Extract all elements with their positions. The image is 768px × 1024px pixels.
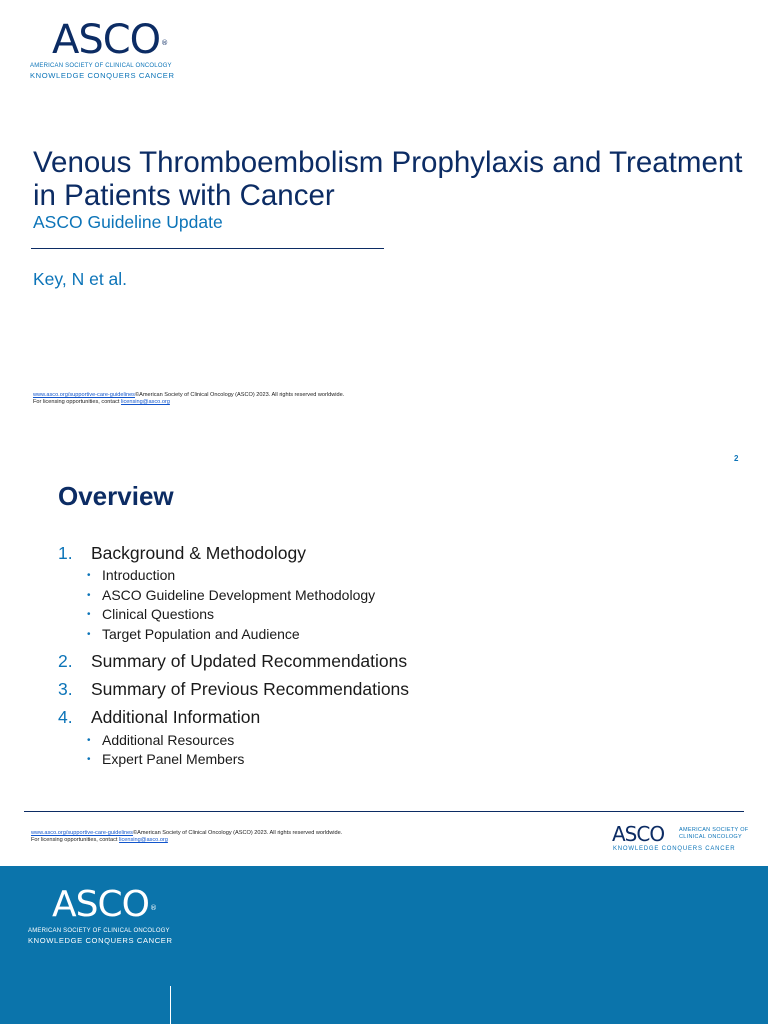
- overview-item-4: [58, 707, 260, 727]
- slide-subtitle: ASCO Guideline Update: [33, 212, 223, 232]
- bullet-icon: •: [87, 590, 91, 601]
- licensing-email-link[interactable]: licensing@asco.org: [121, 399, 170, 405]
- asco-logo-wordmark: ASCO®: [52, 17, 168, 63]
- overview-item-1: [58, 543, 306, 563]
- slide-title-line-2: in Patients with Cancer: [33, 179, 335, 212]
- item-label: Summary of Previous Recommendations: [91, 679, 410, 699]
- slide-title: [33, 146, 753, 212]
- bullet-icon: •: [87, 629, 91, 640]
- overview-subitem: • Introduction: [87, 567, 176, 583]
- asco-footer-logo-wordmark: ASCO: [612, 822, 665, 846]
- item-label: Background & Methodology: [91, 543, 306, 563]
- vertical-divider: [170, 986, 171, 1024]
- slide-title-line-1: Venous Thromboembolism Prophylaxis and Treatment: [33, 146, 743, 179]
- overview-subitem: • Expert Panel Members: [87, 751, 245, 767]
- overview-subitem: • Target Population and Audience: [87, 626, 300, 642]
- bullet-icon: •: [87, 754, 91, 765]
- asco-logo-org-name-white: AMERICAN SOCIETY OF CLINICAL ONCOLOGY: [28, 928, 170, 934]
- item-label: Summary of Updated Recommendations: [91, 651, 408, 671]
- slide-footer-note: [31, 830, 342, 844]
- overview-item-2: [58, 651, 407, 671]
- item-label: Additional Information: [91, 707, 261, 727]
- guidelines-link[interactable]: www.asco.org/supportive-care-guidelines: [31, 830, 133, 836]
- copyright-text: ©American Society of Clinical Oncology (ASCO) 2023. All rights reserved worldwide.: [134, 392, 345, 398]
- bullet-icon: •: [87, 609, 91, 620]
- overview-subitem: • ASCO Guideline Development Methodology: [87, 587, 376, 603]
- asco-footer-logo-tagline: KNOWLEDGE CONQUERS CANCER: [613, 846, 736, 852]
- slide-footer-note: [33, 392, 344, 406]
- item-number: 4.: [58, 707, 73, 727]
- licensing-text: For licensing opportunities, contact: [31, 837, 119, 843]
- asco-logo-wordmark-white: ASCO®: [52, 884, 156, 925]
- title-divider: [31, 248, 384, 249]
- licensing-email-link[interactable]: licensing@asco.org: [119, 837, 168, 843]
- asco-footer-logo-org-name: AMERICAN SOCIETY OF CLINICAL ONCOLOGY: [679, 827, 749, 840]
- item-number: 1.: [58, 543, 73, 563]
- copyright-text: ©American Society of Clinical Oncology (ASCO) 2023. All rights reserved worldwide.: [132, 830, 343, 836]
- item-number: 2.: [58, 651, 73, 671]
- overview-heading: Overview: [58, 481, 174, 511]
- item-number: 3.: [58, 679, 73, 699]
- footer-divider: [24, 811, 744, 812]
- asco-logo-tagline-white: KNOWLEDGE CONQUERS CANCER: [28, 936, 173, 945]
- bullet-icon: •: [87, 570, 91, 581]
- asco-logo-tagline: KNOWLEDGE CONQUERS CANCER: [30, 71, 175, 80]
- asco-logo-org-name: AMERICAN SOCIETY OF CLINICAL ONCOLOGY: [30, 63, 172, 69]
- page-number: 2: [734, 454, 739, 463]
- overview-subitem: • Clinical Questions: [87, 606, 215, 622]
- overview-subitem: • Additional Resources: [87, 732, 235, 748]
- bullet-icon: •: [87, 735, 91, 746]
- author-line: Key, N et al.: [33, 269, 128, 289]
- guidelines-link[interactable]: www.asco.org/supportive-care-guidelines: [33, 392, 135, 398]
- overview-item-3: [58, 679, 409, 699]
- licensing-text: For licensing opportunities, contact: [33, 399, 121, 405]
